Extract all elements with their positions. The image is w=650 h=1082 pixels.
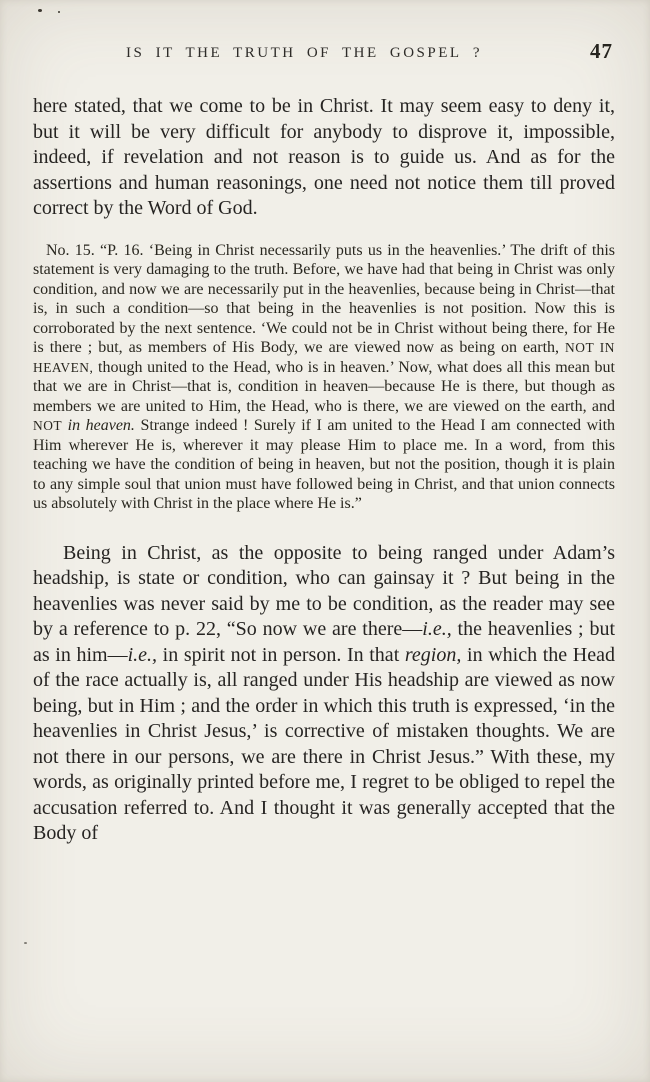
text-run: in which the Head of the race actually is, all ranged under His headship are viewed as now being, but in Him ; and the order in which this truth is expressed, ‘in the heavenlies in Christ Jesus,’ is corrective of mistaken thoughts. We are not there in our persons, we are there in Christ Jesus.” With these, my words, as originally printed before me, I regret to be obliged to repel the accusation referred to. And I thought it was generally accepted that the Body of	[33, 643, 615, 844]
text-run: No. 15. “P. 16. ‘Being in Christ necessarily puts us in the heavenlies.’ The drift of this statement is very damaging to the truth. Before, we have had that being in Christ was only condition, and now we are necessarily put in the heavenlies, because being in Christ—that is, in such a condition—so that being in the heavenlies is not position. Now this is corroborated by the next sentence. ‘We could not be in Christ without being there, for He is there ; but, as members of His Body, we are viewed now as being on earth,	[33, 241, 615, 356]
text-run: i.e.,	[127, 643, 158, 666]
text-run: in heaven.	[62, 417, 135, 434]
page-header	[33, 39, 615, 70]
text-run: NOT IN HEAVEN,	[33, 340, 615, 375]
reply-paragraph	[33, 541, 615, 847]
text-run: in spirit not in person. In that	[157, 643, 405, 666]
text-run: i.e.,	[422, 618, 452, 640]
scan-speck	[58, 11, 60, 13]
text-run: Being in Christ, as the opposite to being ranged under Adam’s headship, is state or condition, who can gainsay it ? But being in the heavenlies was never said by me to be condition, as the reader may see by a reference to p. 22, “So now we are there—	[33, 541, 615, 640]
text-run: Strange indeed ! Surely if I am united to the Head I am connected with Him wherever He is, wherever it may please Him to place me. In a word, from this teaching we have the condition of being in heaven, but not the position, though it is plain to any simple soul that union must have followed being in Christ, and that union connects us absolutely with Christ in the place where He is.”	[33, 417, 616, 512]
text-run: the heavenlies ; but as in him—	[33, 618, 616, 666]
running-title: IS IT THE TRUTH OF THE GOSPEL ?	[126, 45, 482, 61]
page-number: 47	[590, 39, 613, 63]
scan-speck	[24, 942, 27, 944]
scan-speck	[38, 9, 42, 12]
text-run: here stated, that we come to be in Christ. It may seem easy to deny it, but it will be very difficult for anybody to disprove it, impossible, indeed, if revelation and not reason is to guide us. And as for the assertions and human reasonings, one need not notice them till proved correct by the Word of God.	[33, 95, 615, 219]
opening-paragraph	[33, 94, 615, 222]
text-run: region,	[404, 643, 462, 666]
text-run: NOT	[33, 418, 63, 433]
text-run: though united to the Head, who is in heaven.’ Now, what does all this mean but that we are in Christ—that is, condition in heaven—because He is there, but though as members we are united to Him, the Head, who is there, we are viewed on the earth, and	[33, 358, 615, 415]
quoted-extract-paragraph	[33, 241, 615, 514]
